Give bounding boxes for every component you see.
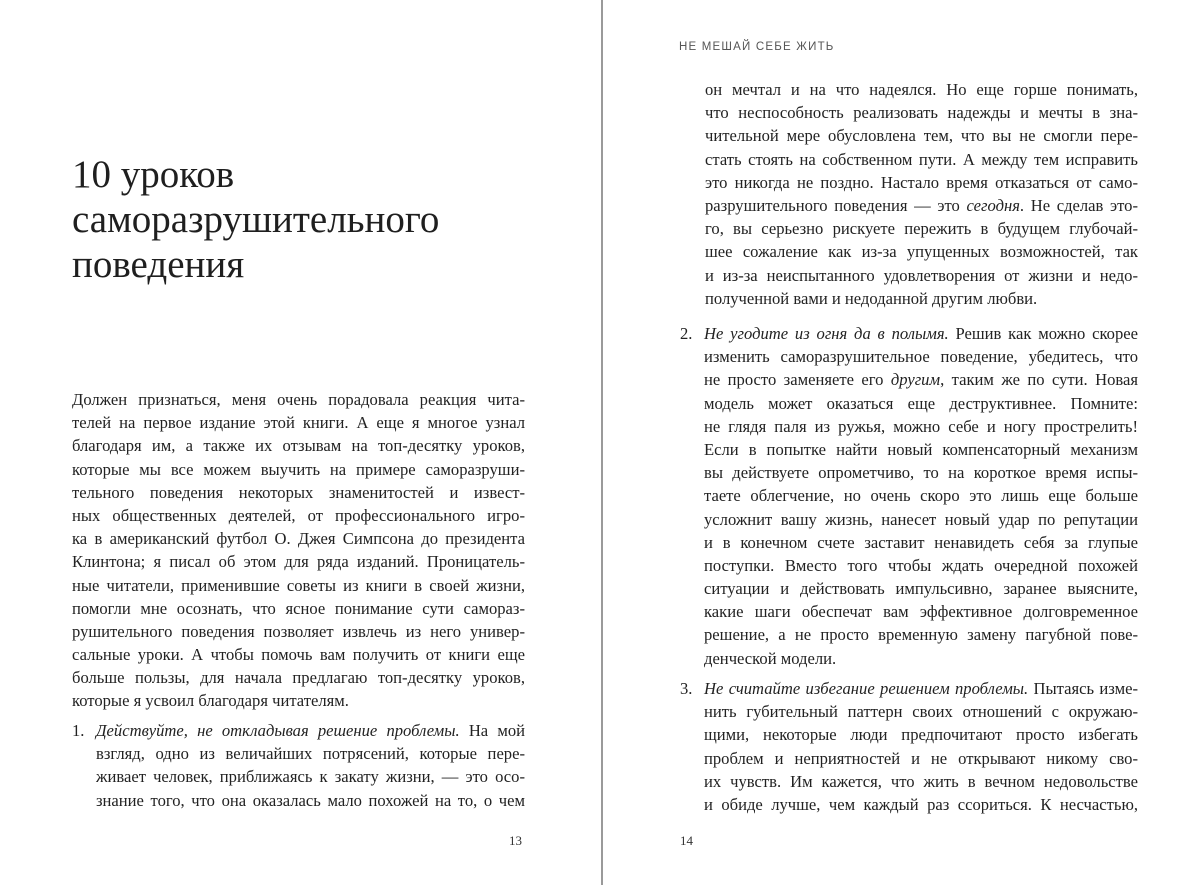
text-line: которые я усвоил благодаря читателям. — [72, 691, 349, 711]
text-line — [705, 194, 1138, 217]
text-line: благодаря им, а также их отзывам на топ-десятку уроков, — [72, 436, 525, 456]
text-line: живает человек, приближаясь к закату жизни, — это осо- — [96, 767, 525, 787]
text-run: не просто заменяете его — [704, 370, 891, 390]
text-line: нить губительный паттерн своих отношений с окружаю- — [704, 702, 1138, 722]
text-line: и обиде лучше, чем каждый раз ссориться. К несчастью, — [704, 794, 1138, 814]
text-line: стать стоять на собственном пути. А между тем исправить — [705, 149, 1138, 169]
emphasis: сегодня — [966, 195, 1020, 215]
text-line: не глядя паля из ружья, можно себе и ногу прострелить! — [704, 416, 1138, 436]
page-number: 13 — [509, 833, 522, 848]
text-line: усложнит вашу жизнь, нанесет новый удар по репутации — [704, 509, 1138, 529]
text-line: изменить саморазрушительное поведение, убедитесь, что — [704, 347, 1138, 367]
text-line: решение, а не просто временную замену пагубной пове- — [704, 625, 1138, 645]
text-line: он мечтал и на что надеялся. Но еще горше понимать, — [705, 80, 1138, 99]
item-title: Не угодите из огня да в полымя. — [704, 324, 949, 343]
text-line: шее сожаление как из-за упущенных возможностей, так — [705, 242, 1138, 262]
emphasis: другим — [890, 370, 941, 390]
text-line: проблем и неприятностей и не открывают никому сво- — [704, 748, 1138, 768]
continuation-paragraph — [705, 78, 1138, 310]
text-line: знание того, что она оказалась мало похожей на то, о чем — [96, 790, 525, 810]
text-line: таете облегчение, но очень скоро это лишь еще больше — [704, 486, 1138, 506]
text-line: вы действуете опрометчиво, то на короткое время испы- — [704, 463, 1138, 483]
text-run: На мой — [459, 721, 526, 740]
item-title: Действуйте, не откладывая решение проблемы. — [96, 721, 460, 740]
list-number: 2. — [680, 324, 693, 343]
text-line: щими, некоторые люди предпочитают просто избегать — [704, 725, 1138, 745]
text-line: Должен признаться, меня очень порадовала реакция чита- — [72, 390, 525, 409]
text-run: Решив как можно скорее — [948, 324, 1138, 343]
text-line: какие шаги обеспечат вам эффективное долговременное — [704, 602, 1138, 622]
text-line: это никогда не поздно. Настало время отказаться от само- — [705, 172, 1138, 192]
text-run: Пытаясь изме- — [1028, 679, 1138, 698]
text-line: их чувств. Им кажется, что жить в вечном недовольстве — [704, 771, 1138, 791]
text-line: Клинтона; я писал об этом для ряда изданий. Проницатель- — [72, 552, 525, 572]
text-line: полученной вами и недоданной другим любви. — [705, 288, 1038, 308]
list-number: 1. — [72, 721, 85, 740]
text-line: помогли мне осознать, что ясное понимание сути саморaз- — [72, 598, 525, 618]
text-line — [96, 719, 525, 742]
chapter-title-line: поведения — [72, 243, 245, 286]
text-line: поступки. Вместо того чтобы ждать очередной похожей — [704, 555, 1138, 575]
text-run: , таким же по сути. Новая — [940, 370, 1138, 390]
text-line: которые мы все можем выучить на примере саморазруши- — [72, 459, 525, 479]
text-line: Если в попытке найти новый компенсаторный механизм — [704, 439, 1138, 459]
text-line: денческой модели. — [704, 648, 837, 668]
text-line: и в конечном счете заставит ненавидеть себя за глупые — [704, 532, 1138, 552]
text-run: . Не сделав это- — [1019, 195, 1139, 215]
text-line: ка в американский футбол О. Джея Симпсона до президента — [72, 529, 525, 549]
text-line: и из-за неиспытанного удовлетворения от жизни и недо- — [705, 265, 1138, 285]
text-line: ных общественных деятелей, от профессионального игро- — [72, 505, 525, 525]
text-line — [704, 677, 1138, 700]
chapter-title-line: саморазрушительного — [72, 198, 440, 241]
chapter-title-line: 10 уроков — [72, 153, 235, 196]
list-item-3 — [680, 677, 1138, 816]
page-number: 14 — [680, 833, 693, 848]
book-spine-divider — [601, 0, 603, 885]
text-line: ситуации и действовать импульсивно, заранее выясните, — [704, 579, 1138, 599]
text-line: рушительного поведения позволяет извлечь из него универ- — [72, 621, 525, 641]
text-line — [704, 322, 1138, 345]
text-line: тельного поведения некоторых знаменитостей и извест- — [72, 482, 525, 502]
text-line: больше пользы, для начала предлагаю топ-десятку уроков, — [72, 668, 525, 688]
text-line: модель может оказаться еще деструктивнее. Помните: — [704, 393, 1138, 413]
text-line: что неспособность реализовать надежды и мечты в зна- — [705, 103, 1138, 123]
chapter-title — [72, 152, 552, 287]
list-number: 3. — [680, 679, 693, 698]
text-line: ные читатели, применившие советы из книги в своей жизни, — [72, 575, 525, 595]
list-item-1 — [72, 719, 525, 812]
text-line: го, вы серьезно рискуете пережить в будущем глубочай- — [705, 219, 1138, 239]
text-line: сальные уроки. А чтобы помочь вам получить от книги еще — [72, 645, 525, 665]
text-line: чительной мере обусловлена тем, что вы не смогли пере- — [705, 126, 1138, 146]
text-line — [704, 368, 1138, 391]
running-header: НЕ МЕШАЙ СЕБЕ ЖИТЬ — [679, 41, 835, 53]
item-title: Не считайте избегание решением проблемы. — [704, 679, 1029, 698]
right-page — [604, 0, 1200, 885]
text-line: телей на первое издание этой книги. А еще я многое узнал — [72, 413, 525, 433]
intro-paragraph — [72, 388, 525, 713]
text-run: разрушительного поведения — это — [705, 195, 967, 215]
text-line: взгляд, одно из величайших потрясений, которые пере- — [96, 744, 525, 764]
list-item-2 — [680, 322, 1138, 670]
